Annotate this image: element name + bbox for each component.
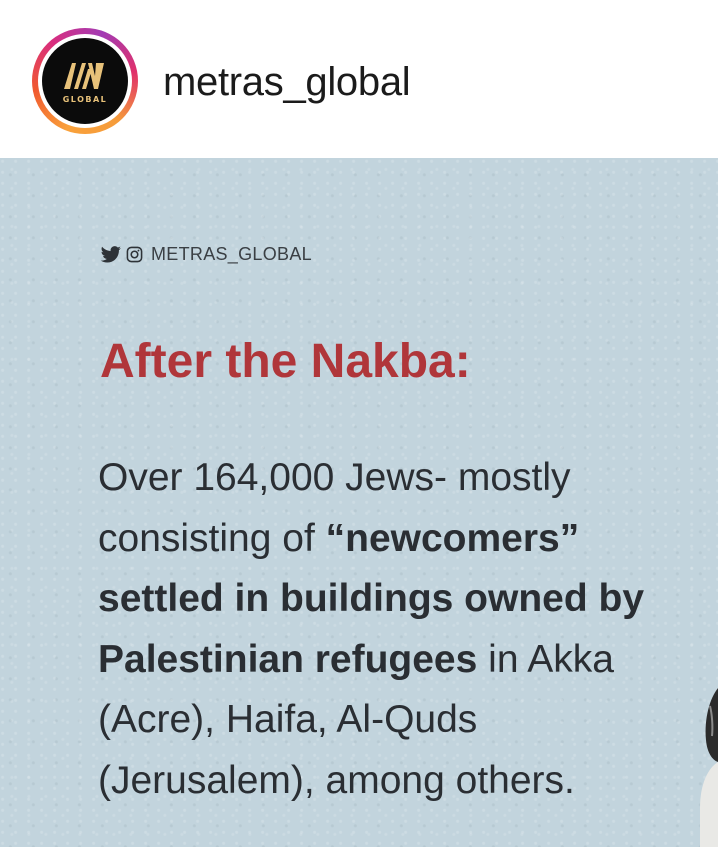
social-handle — [100, 244, 312, 265]
avatar[interactable] — [32, 28, 138, 134]
metras-logo — [42, 38, 128, 124]
body-text-bold: “newcomers” settled in buildings owned by Palestinian refugees — [98, 516, 645, 681]
metras-logo-icon — [62, 59, 108, 91]
avatar-sub-label: GLOBAL — [62, 94, 108, 104]
post-headline: After the Nakba: — [100, 335, 471, 388]
body-text-1: Over 164,000 Jews- mostly consisting of — [98, 456, 571, 560]
body-text-2: in Akka (Acre), Haifa, Al-Quds (Jerusalem), among others. — [98, 637, 614, 802]
instagram-icon — [126, 246, 143, 263]
photo-edge-figure — [692, 688, 718, 847]
twitter-icon — [100, 246, 122, 264]
social-handle-label: METRAS_GLOBAL — [151, 244, 312, 264]
post-header — [0, 0, 718, 158]
avatar-border — [38, 34, 132, 128]
post-body — [98, 448, 698, 811]
username[interactable]: metras_global — [163, 60, 411, 104]
post-image[interactable] — [0, 158, 718, 847]
